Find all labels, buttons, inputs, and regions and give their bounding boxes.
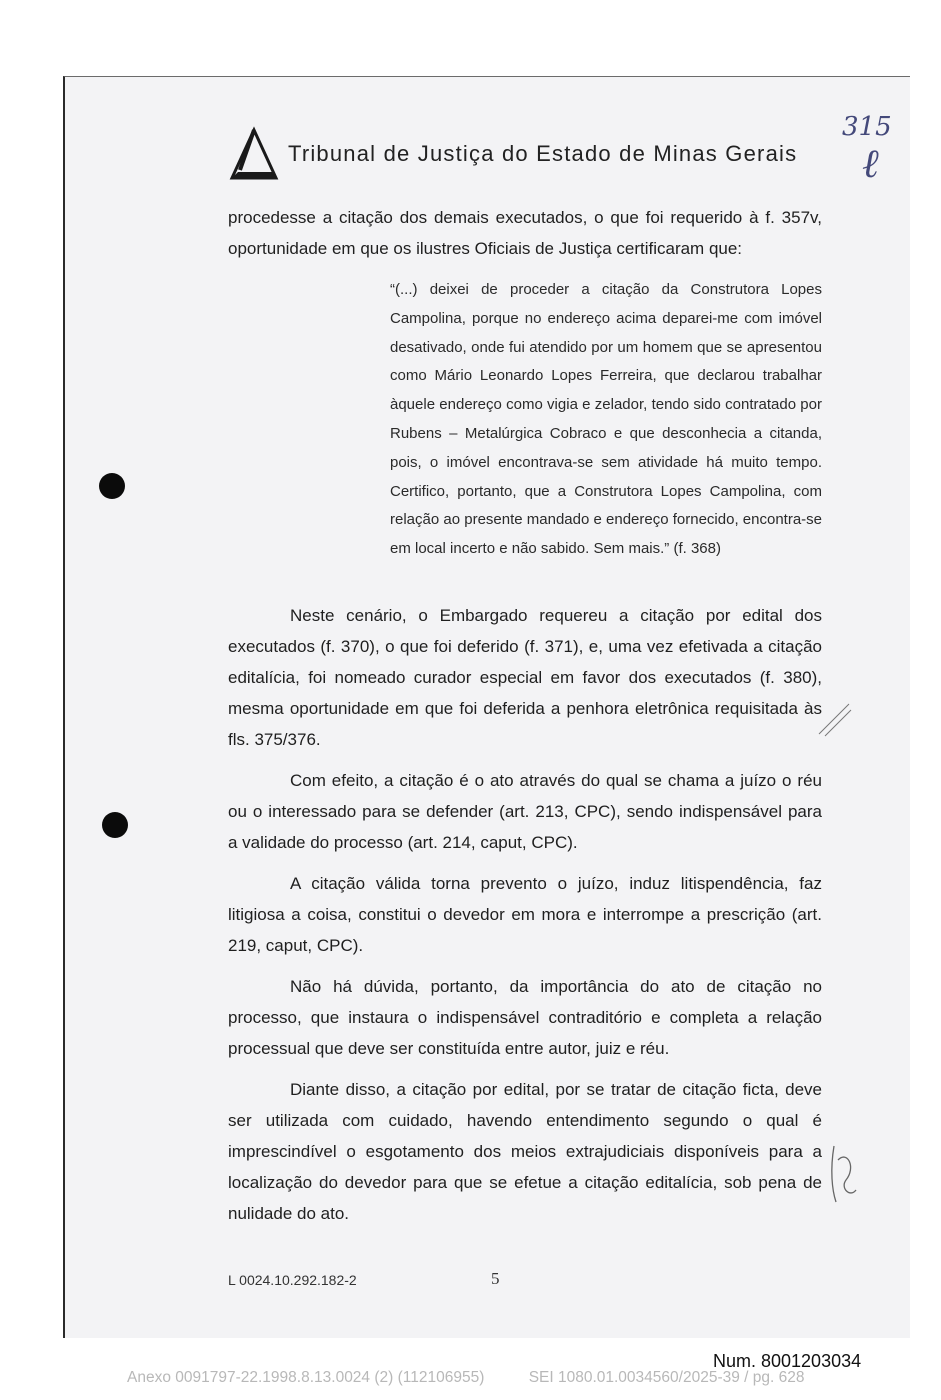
handwritten-initial: ℓ — [862, 141, 879, 187]
certificate-quote: “(...) deixei de proceder a citação da Construtora Lopes Campolina, porque no endereço acima deparei-me com imóvel desativado, onde fui atendido por um homem que se apresentou como Mário Leonardo Lopes Ferreira, que declarou trabalhar àquele endereço como vigia e zelador, tendo sido contratado por Rubens – Metalúrgica Cobraco e que desconhecia a citanda, pois, o imóvel encontrava-se sem atividade há muito tempo. Certifico, portanto, que a Construtora Lopes Campolina, com relação ao presente mandado e endereço fornecido, encontra-se em local incerto e não sabido. Sem mais.” (f. 368) — [390, 281, 822, 558]
page-number: 5 — [491, 1269, 500, 1288]
intro-text: procedesse a citação dos demais executados, o que foi requerido à f. 357v, oportunidade em que os ilustres Oficiais de Justiça certificaram que: — [228, 208, 822, 258]
paragraph-citation-effects: A citação válida torna prevento o juízo, induz litispendência, faz litigiosa a coisa, constitui o devedor em mora e interrompe a prescrição (art. 219, caput, CPC). — [228, 874, 822, 955]
handwritten-slash-mark — [815, 700, 855, 740]
annex-reference: Anexo 0091797-22.1998.8.13.0024 (2) (112106955) — [127, 1369, 485, 1386]
paragraph-citation-edital: Neste cenário, o Embargado requereu a citação por edital dos executados (f. 370), o que foi deferido (f. 371), e, uma vez efetivada a citação editalícia, foi nomeado curador especial em favor dos executados (f. 380), mesma oportunidade em que foi deferida a penhora eletrônica requisitada às fls. 375/376. — [228, 606, 822, 749]
punch-hole-top — [99, 473, 125, 499]
page-header — [226, 126, 866, 182]
court-name: Tribunal de Justiça do Estado de Minas Gerais — [288, 141, 798, 166]
document-number-stamp: Num. 8001203034 — [713, 1351, 862, 1371]
punch-hole-bottom — [102, 812, 128, 838]
handwritten-folio-number: 315 — [842, 112, 892, 142]
paragraph-citation-caution: Diante disso, a citação por edital, por se tratar de citação ficta, deve ser utilizada com cuidado, havendo entendimento segundo o qual é imprescindível o esgotamento dos meios extrajudiciais disponíveis para a localização do devedor para que se efetue a citação editalícia, sob pena de nulidade do ato. — [228, 1080, 822, 1223]
triangle-logo-icon — [226, 126, 282, 182]
paragraph-citation-definition: Com efeito, a citação é o ato através do qual se chama a juízo o réu ou o interessado para se defender (art. 213, CPC), sendo indispensável para a validade do processo (art. 214, caput, CPC). — [228, 771, 822, 852]
sei-reference: SEI 1080.01.0034560/2025-39 / pg. 628 — [528, 1369, 805, 1386]
intro-paragraph — [228, 202, 822, 264]
annex-footer — [127, 1369, 844, 1387]
handwritten-rubric — [826, 1140, 862, 1210]
paragraph-citation-importance: Não há dúvida, portanto, da importância do ato de citação no processo, que instaura o indispensável contraditório e completa a relação processual que deve ser constituída entre autor, juiz e réu. — [228, 977, 822, 1058]
main-body — [228, 600, 822, 1229]
case-reference: L 0024.10.292.182-2 — [228, 1272, 357, 1288]
